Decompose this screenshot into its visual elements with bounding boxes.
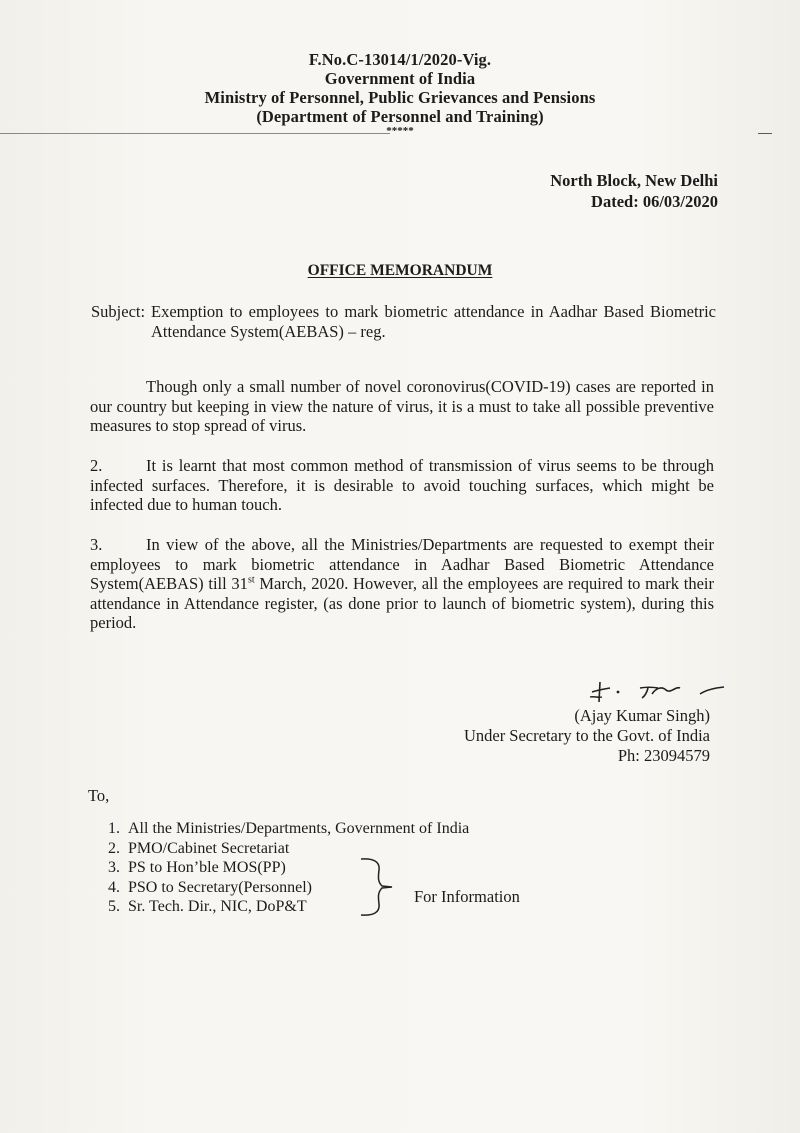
- list-item-number: 3.: [108, 859, 120, 876]
- for-information-label: For Information: [414, 887, 520, 906]
- list-item: [108, 839, 469, 859]
- paragraph-3-superscript: st: [247, 574, 255, 586]
- list-item-number: 1.: [108, 820, 120, 837]
- signatory-block: [464, 706, 710, 766]
- paragraph-3-text-b: March, 2020. However, all the employees are required to mark their attendance in Attendance register, (as done prior to launch of biometric system), during this period.: [90, 574, 714, 632]
- paragraph-3-text-a: In view of the above, all the Ministries/Departments are requested to exempt their employees to mark biometric attendance in Aadhar Based Biometric Attendance System(AEBAS) till 31: [90, 535, 714, 593]
- paragraph-1-text: Though only a small number of novel coronovirus(COVID-19) cases are reported in our country but keeping in view the nature of virus, it is a must to take all possible preventive measures to stop spread of virus.: [90, 377, 714, 435]
- list-item-number: 2.: [108, 839, 120, 857]
- signatory-name: (Ajay Kumar Singh): [574, 706, 710, 725]
- paragraph-3: [90, 535, 714, 633]
- place: North Block, New Delhi: [550, 171, 718, 190]
- handwritten-signature: [582, 676, 732, 706]
- list-item: [108, 858, 469, 878]
- list-item-text: Sr. Tech. Dir., NIC, DoP&T: [128, 898, 307, 915]
- paragraph-2-number: 2.: [90, 456, 103, 475]
- to-label: To,: [88, 786, 110, 805]
- list-item-text: PSO to Secretary(Personnel): [128, 878, 312, 896]
- paragraph-2: [90, 456, 714, 515]
- signatory-phone: Ph: 23094579: [617, 746, 710, 765]
- curly-brace-icon: [358, 856, 398, 918]
- date: Dated: 06/03/2020: [591, 192, 718, 211]
- signatory-designation: Under Secretary to the Govt. of India: [463, 726, 710, 745]
- separator-stars: *****: [386, 125, 414, 137]
- list-item-text: PMO/Cabinet Secretariat: [128, 839, 290, 857]
- government-name: Government of India: [324, 69, 476, 88]
- paragraph-1: [90, 377, 714, 436]
- place-date-block: [550, 170, 718, 212]
- memo-title: OFFICE MEMORANDUM: [307, 262, 493, 279]
- subject-label: Subject:: [91, 302, 146, 321]
- department-name: (Department of Personnel and Training): [256, 107, 544, 126]
- list-item: [108, 819, 469, 839]
- list-item-text: All the Ministries/Departments, Government of India: [128, 820, 470, 837]
- list-item-number: 4.: [108, 878, 120, 896]
- paragraph-3-number: 3.: [90, 535, 103, 554]
- letterhead: [0, 50, 800, 136]
- paragraph-2-text: It is learnt that most common method of transmission of virus seems to be through infected surfaces. Therefore, it is desirable to avoid touching surfaces, which might be infected due to human touch.: [90, 456, 714, 514]
- list-item-number: 5.: [108, 898, 120, 915]
- list-item-text: PS to Hon’ble MOS(PP): [128, 859, 286, 876]
- subject-text: Exemption to employees to mark biometric attendance in Aadhar Based Biometric Attendance System(AEBAS) – reg.: [151, 302, 716, 341]
- file-number: F.No.C-13014/1/2020-Vig.: [308, 50, 492, 69]
- ministry-name: Ministry of Personnel, Public Grievances and Pensions: [204, 88, 596, 107]
